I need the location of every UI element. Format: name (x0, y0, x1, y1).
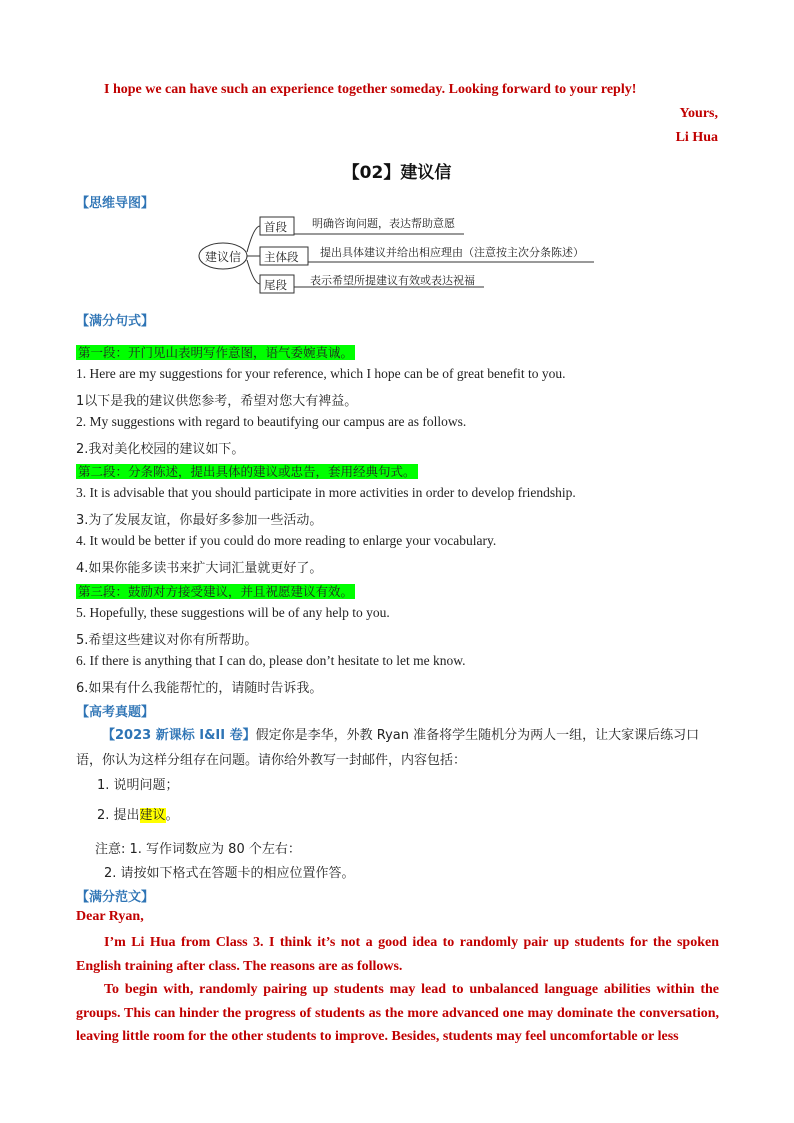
page-title: 【02】建议信 (342, 163, 452, 183)
mindmap-node-label: 尾段 (264, 278, 287, 292)
highlight-text: 建议 (139, 808, 166, 823)
model-paragraph-1: I’m Li Hua from Class 3. I think it’s not a good idea to randomly pair up students for the spoken English training after class. The reasons are as follows. (76, 935, 719, 974)
sentences-section-label: 【满分句式】 (76, 314, 155, 329)
highlight-text: 第二段：分条陈述，提出具体的建议或忠告，套用经典句式。 (78, 464, 416, 479)
exam-item-2-prefix: 2. 提出 (97, 808, 140, 823)
mindmap-root: 建议信 (205, 250, 242, 264)
sentence-1-zh: 1以下是我的建议供您参考，希望对您大有裨益。 (76, 394, 358, 409)
model-section-label: 【满分范文】 (76, 890, 155, 905)
paragraph-three-heading (76, 581, 355, 600)
sentence-3-en: 3. It is advisable that you should participate in more activities in order to develop friendship. (76, 485, 576, 500)
mindmap-node-desc: 提出具体建议并给出相应理由（注意按主次分条陈述） (320, 246, 584, 259)
highlight-text: 第三段：鼓励对方接受建议，并且祝愿建议有效。 (78, 584, 354, 599)
sentence-2-zh: 2.我对美化校园的建议如下。 (76, 442, 245, 457)
sentence-2-en: 2. My suggestions with regard to beautifying our campus are as follows. (76, 414, 467, 429)
letter-closing-line: I hope we can have such an experience together someday. Looking forward to your reply! (104, 82, 637, 97)
exam-item-2 (97, 804, 179, 823)
exam-note-2: 2. 请按如下格式在答题卡的相应位置作答。 (104, 866, 355, 881)
letter-signature: Li Hua (675, 130, 718, 145)
paragraph-one-heading (76, 342, 355, 361)
exam-section-label: 【高考真题】 (76, 705, 155, 720)
mindmap-node-label: 首段 (264, 220, 287, 234)
highlight-text: 第一段：开门见山表明写作意图，语气委婉真诚。 (78, 345, 354, 360)
exam-prompt-line-2: 语，你认为这样分组存在问题。请你给外教写一封邮件，内容包括： (76, 753, 467, 768)
sentence-4-zh: 4.如果你能多读书来扩大词汇量就更好了。 (76, 561, 323, 576)
mindmap-node-label: 主体段 (264, 250, 299, 264)
paragraph-two-heading (76, 461, 418, 480)
exam-note-1: 注意: 1. 写作词数应为 80 个左右： (95, 842, 301, 857)
letter-signoff: Yours, (679, 106, 718, 121)
sentence-6-zh: 6.如果有什么我能帮忙的，请随时告诉我。 (76, 681, 323, 696)
sentence-4-en: 4. It would be better if you could do more reading to enlarge your vocabulary. (76, 533, 497, 548)
sentence-3-zh: 3.为了发展友谊，你最好多参加一些活动。 (76, 513, 323, 528)
mindmap-node-desc: 明确咨询问题，表达帮助意愿 (312, 217, 455, 230)
sentence-5-zh: 5.希望这些建议对你有所帮助。 (76, 633, 258, 648)
sentence-1-en: 1. Here are my suggestions for your reference, which I hope can be of great benefit to you. (76, 366, 566, 381)
mindmap-node-desc: 表示希望所提建议有效或表达祝福 (310, 274, 475, 287)
exam-item-2-suffix: 。 (165, 808, 179, 823)
exam-item-1: 1. 说明问题； (97, 778, 179, 793)
model-paragraph-2: To begin with, randomly pairing up students may lead to unbalanced language abilities within the groups. This can hinder the progress of students as the more advanced one may dominate the conversation, leaving little room for the other students to improve. Besides, students may feel uncomfortable or less (76, 982, 719, 1044)
exam-prompt-line-1 (102, 724, 699, 743)
exam-prompt-text: 假定你是李华，外教 Ryan 准备将学生随机分为两人一组，让大家课后练习口 (255, 728, 700, 743)
mindmap (196, 210, 606, 294)
mindmap-section-label: 【思维导图】 (76, 196, 155, 211)
sentence-6-en: 6. If there is anything that I can do, please don’t hesitate to let me know. (76, 653, 466, 668)
model-salutation: Dear Ryan, (76, 909, 144, 924)
sentence-5-en: 5. Hopefully, these suggestions will be of any help to you. (76, 605, 390, 620)
exam-tag: 【2023 新课标 I&II 卷】 (102, 728, 256, 743)
